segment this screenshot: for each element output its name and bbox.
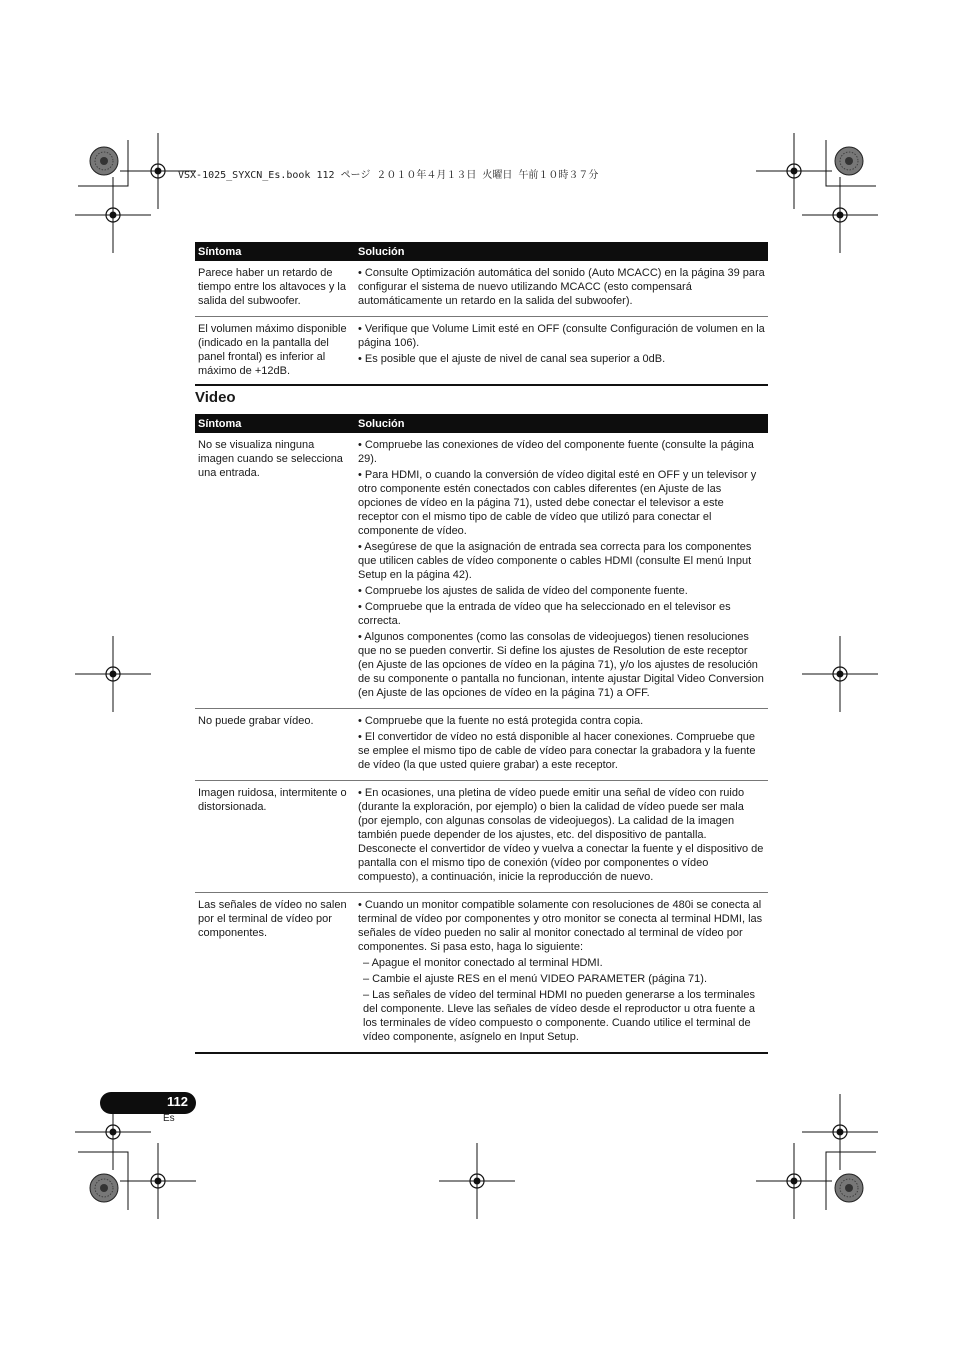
- print-header: VSX-1025_SYXCN_Es.book 112 ページ ２０１０年４月１３日 火曜日 午前１０時３７分: [178, 170, 599, 181]
- symptom-cell: Imagen ruidosa, intermitente o distorsionada.: [195, 781, 355, 893]
- solution-item: • Compruebe los ajustes de salida de vídeo del componente fuente.: [358, 585, 688, 597]
- solution-cell: [355, 781, 768, 893]
- page-number: 112: [167, 1094, 188, 1109]
- page-number-tab: [100, 1092, 196, 1114]
- solution-item: • Es posible que el ajuste de nivel de canal sea superior a 0dB.: [358, 353, 666, 365]
- header-solution: Solución: [355, 242, 768, 261]
- solution-item: • Verifique que Volume Limit esté en OFF (consulte Configuración de volumen en la página 106).: [358, 323, 765, 349]
- solution-item: • Algunos componentes (como las consolas de videojuegos) tienen resoluciones que no se pueden convertir. Si define los ajustes de Resolution de este receptor (en Ajuste de las opciones de vídeo en la página 71), y/o los ajustes de resolución de su componente o pantalla no funcionan, intente ajustar Digital Video Conversion (en Ajuste de las opciones de vídeo en la página 71) a OFF.: [358, 631, 764, 699]
- solution-subitem: – Cambie el ajuste RES en el menú VIDEO PARAMETER (página 71).: [363, 973, 708, 985]
- table-row: [195, 261, 768, 317]
- rosette-top-left: [90, 147, 118, 175]
- solution-item: • Consulte Optimización automática del sonido (Auto MCACC) en la página 39 para configurar el sistema de nuevo utilizando MCACC (esto compensará automáticamente un retardo en la salida del subwoofer).: [358, 267, 765, 307]
- solution-item: • Asegúrese de que la asignación de entrada sea correcta para los componentes que utilicen cables de vídeo componente o cables HDMI (consulte El menú Input Setup en la página 42).: [358, 541, 752, 581]
- solution-item: • Compruebe que la fuente no está protegida contra copia.: [358, 715, 644, 727]
- symptom-cell: El volumen máximo disponible (indicado en la pantalla del panel frontal) es inferior al máximo de +12dB.: [195, 317, 355, 386]
- solution-item: • Compruebe que la entrada de vídeo que ha seleccionado en el televisor es correcta.: [358, 601, 731, 627]
- header-solution: Solución: [355, 414, 768, 433]
- page-content: [195, 242, 768, 1054]
- symptom-cell: Parece haber un retardo de tiempo entre los altavoces y la salida del subwoofer.: [198, 267, 346, 307]
- solution-cell: [355, 893, 768, 1054]
- solution-item: • El convertidor de vídeo no está disponible al hacer conexiones. Compruebe que se emplee el mismo tipo de cable de vídeo para conectar la grabadora y la fuente de vídeo (la que usted quiere grabar) a este receptor.: [358, 731, 756, 771]
- section-title-video: Video: [195, 389, 236, 406]
- table-header-row: [195, 242, 768, 261]
- header-symptom: Síntoma: [195, 242, 355, 261]
- solution-cell: [355, 709, 768, 781]
- solution-item: • Cuando un monitor compatible solamente con resoluciones de 480i se conecta al terminal de vídeo por componentes y otro monitor se conecta al terminal HDMI, las señales de vídeo pueden no salir al monitor conectado al terminal de vídeo por componentes. Si pasa esto, haga lo siguiente:: [358, 899, 763, 953]
- symptom-cell: No se visualiza ninguna imagen cuando se selecciona una entrada.: [198, 439, 343, 479]
- table-row: [195, 433, 768, 709]
- solution-subitem: – Apague el monitor conectado al terminal HDMI.: [363, 957, 603, 969]
- solution-item: • Compruebe las conexiones de vídeo del componente fuente (consulte la página 29).: [358, 439, 754, 465]
- table-row: [195, 709, 768, 781]
- solution-item: • En ocasiones, una pletina de vídeo puede emitir una señal de vídeo con ruido (durante la exploración, por ejemplo) o bien la calidad de vídeo puede ser mala (por ejemplo, con algunas consolas de videojuegos). La calidad de la imagen también puede depender de los ajustes, etc. del dispositivo de pantalla. Desconecte el convertidor de vídeo y vuelva a conectar la fuente y el dispositivo de pantalla con el mismo tipo de conexión (vídeo por componentes o vídeo compuesto), a continuación, inicie la reproducción de nuevo.: [358, 787, 764, 883]
- solution-item: • Para HDMI, o cuando la conversión de vídeo digital esté en OFF y un televisor y otro componente estén conectados con cables diferentes (en Ajuste de las opciones de vídeo en la página 71), usted debe conectar el televisor a este receptor con el mismo tipo de cable de vídeo que utilizó para conectar el componente de vídeo.: [358, 469, 757, 537]
- table-row: [195, 317, 768, 386]
- symptom-cell: Las señales de vídeo no salen por el terminal de vídeo por componentes.: [195, 893, 355, 1054]
- solution-cell: [355, 433, 768, 709]
- table-row: [195, 781, 768, 893]
- solution-subitem: – Las señales de vídeo del terminal HDMI no pueden generarse a los terminales del componente. Lleve las señales de vídeo desde el reproductor u otra fuente a los terminales de vídeo compuesto o componente. Cuando utilice el terminal de vídeo componente, asígnelo en Input Setup.: [363, 989, 755, 1043]
- symptom-cell: No puede grabar vídeo.: [195, 709, 355, 781]
- table-row: [195, 893, 768, 1054]
- header-symptom: Síntoma: [195, 414, 355, 433]
- troubleshooting-table-video: [195, 414, 768, 1054]
- page-language: Es: [163, 1113, 175, 1124]
- solution-cell: [355, 261, 768, 317]
- troubleshooting-table-audio: [195, 242, 768, 386]
- table-header-row: [195, 414, 768, 433]
- solution-cell: [355, 317, 768, 386]
